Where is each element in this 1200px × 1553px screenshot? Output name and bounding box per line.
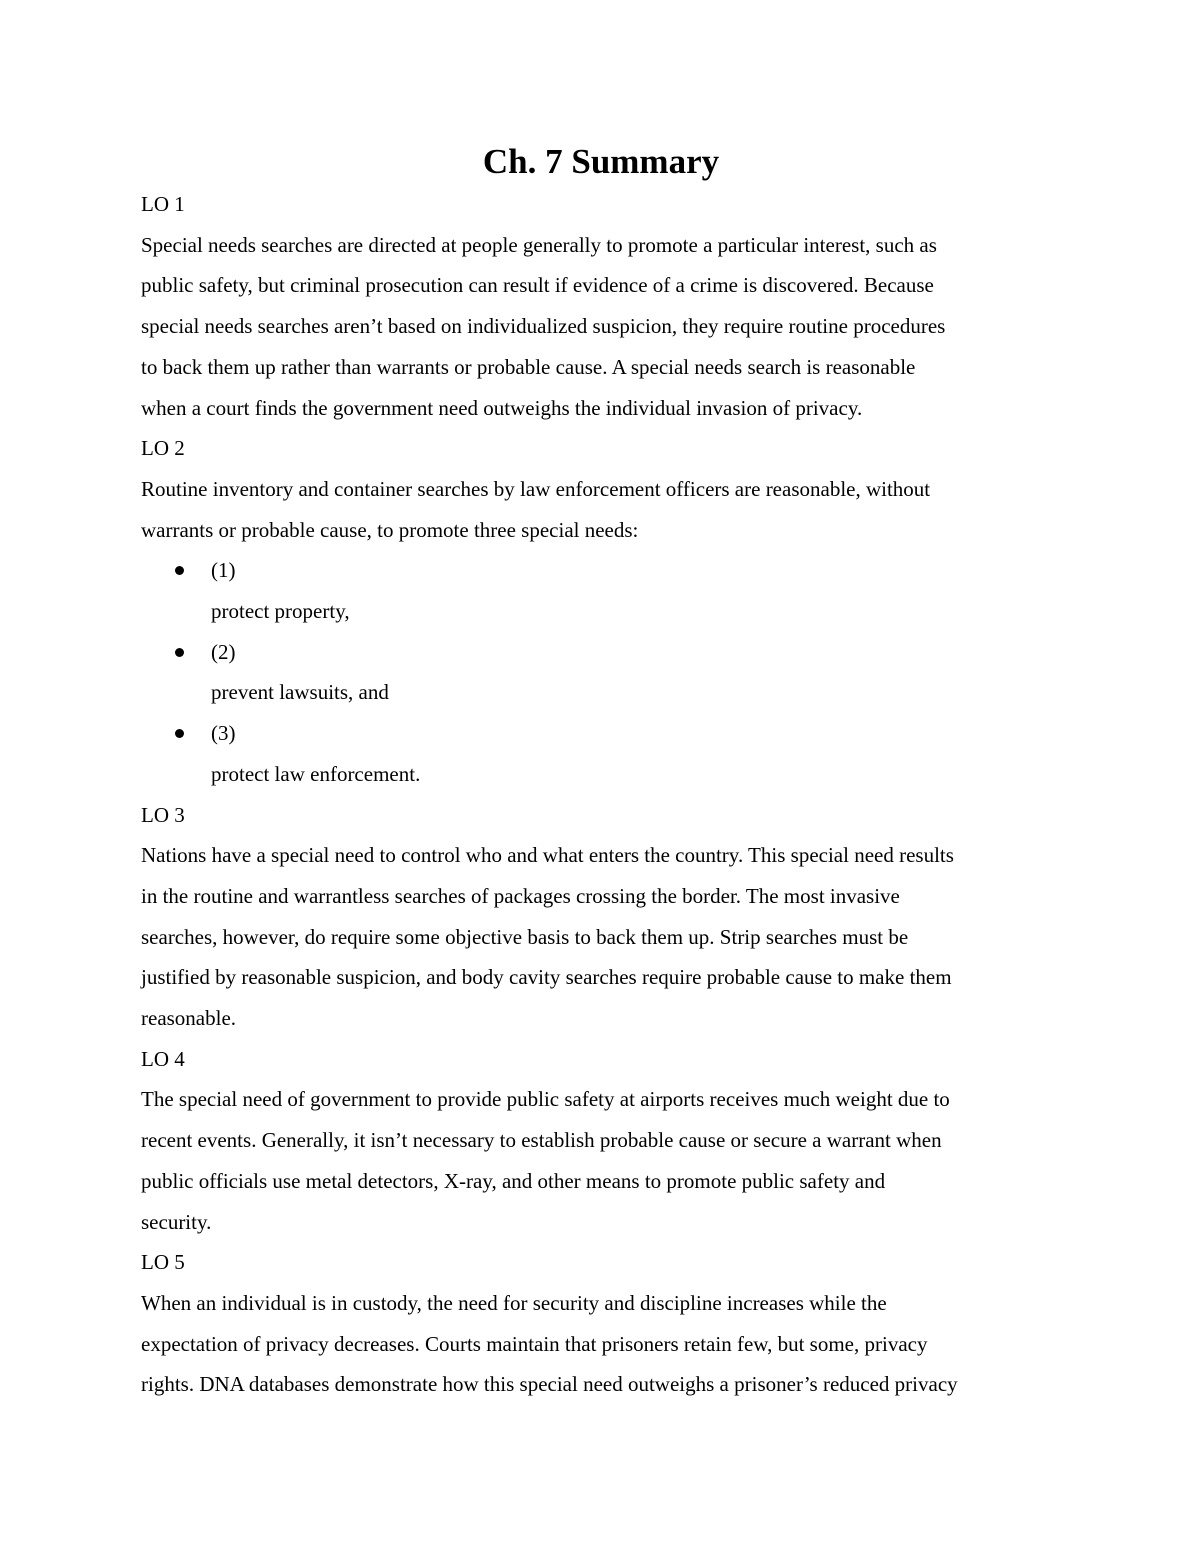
paragraph-line: recent events. Generally, it isn’t necessary to establish probable cause or secure a warrant when [141, 1128, 942, 1153]
paragraph-line: public safety, but criminal prosecution can result if evidence of a crime is discovered. Because [141, 273, 934, 298]
paragraph-line: security. [141, 1209, 212, 1234]
section-paragraph [141, 469, 1061, 550]
paragraph-line: in the routine and warrantless searches of packages crossing the border. The most invasive [141, 883, 900, 908]
paragraph-line: expectation of privacy decreases. Courts maintain that prisoners retain few, but some, privacy [141, 1331, 928, 1356]
page-title: Ch. 7 Summary [482, 142, 720, 181]
section-paragraph [141, 1079, 1061, 1242]
section-heading: LO 2 [141, 436, 185, 461]
paragraph-line: justified by reasonable suspicion, and body cavity searches require probable cause to make them [141, 965, 952, 990]
list-item [141, 713, 1061, 794]
section-heading: LO 5 [141, 1250, 185, 1275]
paragraph-line: public officials use metal detectors, X-ray, and other means to promote public safety and [141, 1168, 886, 1193]
list-item-text: protect property, [211, 599, 350, 624]
paragraph-line: reasonable. [141, 1006, 237, 1031]
section-paragraph [141, 225, 1061, 429]
list-item-number: (2) [211, 639, 236, 664]
list-item-number: (1) [211, 558, 236, 583]
bullet-list [141, 550, 1061, 794]
paragraph-line: to back them up rather than warrants or probable cause. A special needs search is reasonable [141, 354, 916, 379]
section-lo1 [141, 184, 1061, 428]
paragraph-line: warrants or probable cause, to promote three special needs: [141, 517, 639, 542]
section-heading: LO 1 [141, 192, 185, 216]
paragraph-line: searches, however, do require some objective basis to back them up. Strip searches must be [141, 924, 909, 949]
paragraph-line: Routine inventory and container searches by law enforcement officers are reasonable, without [141, 476, 931, 501]
bullet-icon [175, 566, 184, 575]
list-item [141, 550, 1061, 631]
section-lo4 [141, 1039, 1061, 1243]
section-paragraph [141, 835, 1061, 1039]
section-lo2 [141, 428, 1061, 794]
section-lo3 [141, 795, 1061, 1039]
list-item [141, 632, 1061, 713]
list-item-number: (3) [211, 721, 236, 746]
list-item-text: protect law enforcement. [211, 761, 421, 786]
bullet-icon [175, 648, 184, 657]
paragraph-line: Special needs searches are directed at people generally to promote a particular interest, such as [141, 232, 937, 257]
section-heading: LO 4 [141, 1046, 185, 1071]
paragraph-line: when a court finds the government need outweighs the individual invasion of privacy. [141, 395, 863, 420]
list-item-text: prevent lawsuits, and [211, 680, 389, 705]
paragraph-line: special needs searches aren’t based on individualized suspicion, they require routine procedures [141, 314, 946, 339]
section-heading: LO 3 [141, 802, 185, 827]
document-content [141, 140, 1061, 1405]
section-lo5 [141, 1242, 1061, 1405]
paragraph-line: rights. DNA databases demonstrate how this special need outweighs a prisoner’s reduced privacy [141, 1372, 958, 1397]
section-paragraph [141, 1283, 1061, 1405]
paragraph-line: Nations have a special need to control who and what enters the country. This special need results [141, 843, 954, 868]
paragraph-line: When an individual is in custody, the need for security and discipline increases while the [141, 1290, 887, 1315]
bullet-icon [175, 729, 184, 738]
paragraph-line: The special need of government to provide public safety at airports receives much weight due to [141, 1087, 950, 1112]
